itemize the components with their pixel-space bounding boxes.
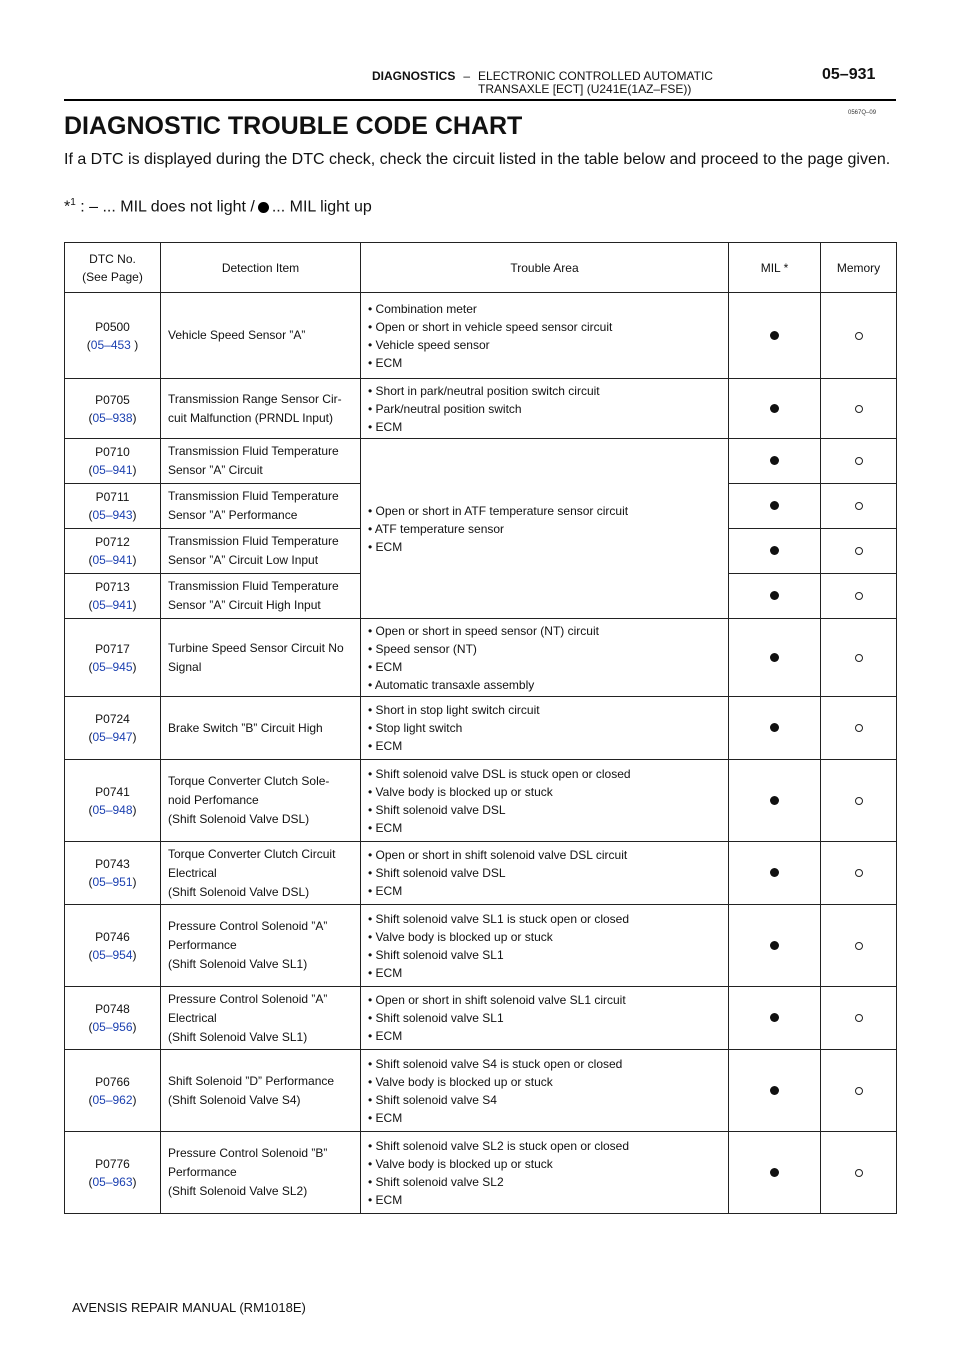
mil-on-dot-icon [770,723,779,732]
page-link[interactable]: 05–941 [92,463,133,477]
trouble-area-line: • ECM [368,884,403,898]
page-link[interactable]: 05–938 [92,410,133,425]
trouble-area-cell [361,905,729,987]
memory-circle-icon [855,1087,863,1095]
trouble-area-line: • ECM [368,1192,403,1207]
table-row [65,439,897,484]
memory-cell [821,987,897,1050]
mil-on-dot-icon [770,796,779,805]
dtc-cell: P0724 (05–947) [65,697,161,760]
detection-item-line: Sensor ”A” Circuit High Input [168,598,321,612]
header-dash: – [463,69,471,83]
page-link[interactable]: 05–941 [92,553,133,567]
detection-item-line: Sensor ”A” Circuit Low Input [168,553,319,567]
mil-on-dot-icon [770,1168,779,1177]
dtc-code: P0717 [95,641,130,656]
dtc-code: P0711 [95,490,130,504]
dtc-code: P0712 [95,535,130,549]
detection-item-cell [161,1050,361,1132]
detection-item-line: Turbine Speed Sensor Circuit No [168,640,344,655]
memory-cell [821,697,897,760]
detection-item-line: Electrical [168,1010,217,1025]
detection-item-line: Transmission Range Sensor Cir- [168,391,342,406]
dtc-code: P0766 [95,1074,130,1089]
trouble-area-line: • Open or short in speed sensor (NT) circuit [368,623,599,638]
memory-circle-icon [855,869,863,877]
detection-item-line: noid Perfomance [168,793,259,807]
mil-on-dot-icon [770,546,779,555]
trouble-area-line: • ATF temperature sensor [368,521,505,536]
page-link[interactable]: 05–453 [90,337,135,352]
page-title: DIAGNOSTIC TROUBLE CODE CHART [64,112,523,140]
memory-cell [821,1132,897,1214]
detection-item-line: Transmission Fluid Temperature [168,534,339,548]
trouble-area-line: • Shift solenoid valve SL1 [368,947,504,962]
memory-circle-icon [855,332,863,340]
page-link[interactable]: 05–956 [92,1020,133,1034]
trouble-area-line: • Stop light switch [368,721,463,735]
page-link[interactable]: 05–947 [92,730,133,744]
mil-cell [729,293,821,379]
header-mil: MIL * [729,243,821,293]
memory-circle-icon [855,405,863,413]
trouble-area-cell [361,842,729,905]
page-link[interactable]: 05–943 [92,508,133,522]
dtc-code: P0705 [95,392,130,407]
mil-on-dot-icon [770,1013,779,1022]
trouble-area-line: • Speed sensor (NT) [368,641,477,656]
dtc-cell: P0712 (05–941) [65,529,161,574]
trouble-area-line: • Open or short in shift solenoid valve DSL circuit [368,848,628,862]
memory-cell [821,619,897,697]
table-row [65,842,897,905]
memory-circle-icon [855,592,863,600]
trouble-area-line: • ECM [368,1110,403,1125]
memory-cell [821,484,897,529]
detection-item-line: cuit Malfunction (PRNDL Input) [168,410,333,425]
trouble-area-line: • ECM [368,1029,403,1043]
memory-circle-icon [855,942,863,950]
trouble-area-line: • Shift solenoid valve S4 is stuck open or closed [368,1056,623,1071]
detection-item-line: Sensor ”A” Performance [168,508,298,522]
memory-circle-icon [855,457,863,465]
dtc-code: P0713 [95,580,130,594]
memory-circle-icon [855,654,863,662]
detection-item-cell [161,619,361,697]
detection-item-line: Performance [168,938,237,952]
detection-item-cell [161,1132,361,1214]
dtc-cell: P0717 (05–945) [65,619,161,697]
detection-item-cell [161,905,361,987]
table-row [65,1132,897,1214]
table-row [65,905,897,987]
detection-item-line: Transmission Fluid Temperature [168,444,339,458]
mil-cell [729,987,821,1050]
mil-cell [729,379,821,439]
detection-item-line: Shift Solenoid ”D” Performance [168,1073,335,1088]
detection-item-line: (Shift Solenoid Valve S4) [168,1092,301,1107]
page-link[interactable]: 05–948 [92,802,133,817]
detection-item-line: Vehicle Speed Sensor ”A” [168,328,306,342]
detection-item-line: (Shift Solenoid Valve SL2) [168,1184,308,1198]
trouble-area-line: • Open or short in ATF temperature sensor circuit [368,503,629,518]
trouble-area-cell [361,760,729,842]
detection-item-line: (Shift Solenoid Valve SL1) [168,1029,308,1044]
detection-item-line: Performance [168,1165,237,1179]
mil-cell [729,760,821,842]
trouble-area-line: • Valve body is blocked up or stuck [368,784,553,799]
memory-cell [821,842,897,905]
dtc-code: P0741 [95,784,130,799]
trouble-area-line: • Short in park/neutral position switch circuit [368,383,600,398]
detection-item-cell [161,697,361,760]
mil-cell [729,619,821,697]
trouble-area-cell [361,987,729,1050]
header-section: DIAGNOSTICS [372,69,456,83]
table-row [65,760,897,842]
trouble-area-cell [361,619,729,697]
detection-item-line: (Shift Solenoid Valve DSL) [168,884,310,899]
detection-item-cell [161,574,361,619]
trouble-area-line: • ECM [368,419,403,434]
trouble-area-cell [361,1050,729,1132]
detection-item-cell [161,439,361,484]
table-header-row [65,243,897,293]
dtc-code: P0743 [95,857,130,871]
trouble-area-line: • Shift solenoid valve DSL is stuck open or closed [368,766,631,781]
trouble-area-line: • ECM [368,355,403,370]
trouble-area-line: • ECM [368,659,403,674]
mil-on-dot-icon [770,868,779,877]
table-row [65,379,897,439]
detection-item-cell [161,760,361,842]
table-row [65,697,897,760]
trouble-area-line: • Shift solenoid valve DSL [368,866,506,880]
trouble-area-line: • Short in stop light switch circuit [368,703,540,717]
trouble-area-line: • ECM [368,739,403,753]
doc-code: 0567Q–09 [848,110,877,116]
page-link[interactable]: 05–962 [92,1092,133,1107]
detection-item-line: Pressure Control Solenoid ”A” [168,919,328,933]
trouble-area-line: • ECM [368,965,403,980]
dtc-cell: P0741 (05–948) [65,760,161,842]
mil-on-dot-icon [770,456,779,465]
header-subsection: ELECTRONIC CONTROLLED AUTOMATIC TRANSAXLE [ECT] (U241E(1AZ–FSE)) [478,69,713,96]
mil-on-dot-icon [770,331,779,340]
mil-cell [729,484,821,529]
trouble-area-line: • Shift solenoid valve SL1 [368,1011,504,1025]
table-row [65,619,897,697]
memory-cell [821,1050,897,1132]
memory-cell [821,293,897,379]
mil-on-dot-icon [770,404,779,413]
detection-item-line: Torque Converter Clutch Sole- [168,774,330,788]
memory-cell [821,905,897,987]
dtc-cell: P0766 (05–962) [65,1050,161,1132]
page-footer: AVENSIS REPAIR MANUAL (RM1018E) [72,1300,306,1315]
trouble-area-line: • Shift solenoid valve SL1 is stuck open or closed [368,911,630,926]
trouble-area-line: • ECM [368,820,403,835]
trouble-area-line: • Combination meter [368,301,477,316]
dtc-cell: P0748 (05–956) [65,987,161,1050]
mil-on-dot-icon [770,941,779,950]
table-row [65,293,897,379]
header-dtc: DTC No. (See Page) [65,243,161,293]
header-memory: Memory [821,243,897,293]
mil-on-dot-icon [258,202,269,213]
dtc-cell: P0711 (05–943) [65,484,161,529]
detection-item-cell [161,379,361,439]
mil-cell [729,697,821,760]
detection-item-cell [161,293,361,379]
detection-item-cell [161,842,361,905]
trouble-area-line: • Vehicle speed sensor [368,337,490,352]
mil-on-dot-icon [770,1086,779,1095]
trouble-area-line: • Shift solenoid valve DSL [368,802,506,817]
trouble-area-line: • Open or short in vehicle speed sensor circuit [368,319,613,334]
memory-circle-icon [855,1014,863,1022]
mil-cell [729,1050,821,1132]
trouble-area-line: • Valve body is blocked up or stuck [368,929,553,944]
dtc-table [64,242,897,1214]
detection-item-line: Brake Switch ”B” Circuit High [168,720,323,735]
memory-circle-icon [855,724,863,732]
page-link[interactable]: 05–945 [92,659,133,674]
dtc-cell: P0776 (05–963) [65,1132,161,1214]
trouble-area-line: • Automatic transaxle assembly [368,677,535,692]
memory-cell [821,529,897,574]
dtc-code: P0500 [95,319,130,334]
trouble-area-line: • ECM [368,539,403,554]
memory-cell [821,379,897,439]
intro-text: If a DTC is displayed during the DTC check, check the circuit listed in the table below and proceed to the page given. [64,151,891,168]
detection-item-line: Torque Converter Clutch Circuit [168,846,336,861]
dtc-code: P0746 [95,929,130,944]
detection-item-line: Pressure Control Solenoid ”A” [168,991,328,1006]
trouble-area-line: • Shift solenoid valve SL2 is stuck open or closed [368,1138,630,1153]
detection-item-line: Signal [168,659,202,674]
trouble-area-cell [361,697,729,760]
dtc-code: P0748 [95,1002,130,1016]
memory-cell [821,574,897,619]
header-trouble-area: Trouble Area [361,243,729,293]
detection-item-line: Transmission Fluid Temperature [168,579,339,593]
memory-circle-icon [855,547,863,555]
dtc-cell: P0705 (05–938) [65,379,161,439]
page-link[interactable]: 05–941 [92,598,133,612]
mil-cell [729,842,821,905]
dtc-cell: P0713 (05–941) [65,574,161,619]
trouble-area-cell [361,293,729,379]
dtc-code: P0710 [95,445,130,459]
page-link[interactable]: 05–951 [92,875,133,889]
dtc-cell: P0743 (05–951) [65,842,161,905]
detection-item-line: Transmission Fluid Temperature [168,489,339,503]
mil-on-dot-icon [770,591,779,600]
mil-cell [729,905,821,987]
mil-cell [729,574,821,619]
running-header [372,70,713,96]
detection-item-line: Electrical [168,865,217,880]
dtc-cell: P0746 (05–954) [65,905,161,987]
header-rule [64,99,896,101]
dtc-cell: P0710 (05–941) [65,439,161,484]
dtc-code: P0724 [95,712,130,726]
mil-cell [729,1132,821,1214]
memory-cell [821,760,897,842]
table-row [65,987,897,1050]
trouble-area-cell [361,379,729,439]
memory-circle-icon [855,502,863,510]
table-row [65,1050,897,1132]
trouble-area-line: • Shift solenoid valve S4 [368,1092,497,1107]
detection-item-line: Pressure Control Solenoid ”B” [168,1146,328,1160]
trouble-area-line: • Open or short in shift solenoid valve SL1 circuit [368,993,626,1007]
detection-item-cell [161,987,361,1050]
mil-cell [729,529,821,574]
dtc-code: P0776 [95,1156,130,1171]
trouble-area-cell [361,1132,729,1214]
mil-on-dot-icon [770,501,779,510]
mil-on-dot-icon [770,653,779,662]
memory-cell [821,439,897,484]
mil-note: *$^1$ : – ... MIL does not light / ... MIL light up [64,197,372,216]
memory-circle-icon [855,1169,863,1177]
mil-cell [729,439,821,484]
page-number: 05–931 [822,66,876,83]
page-link[interactable]: 05–954 [92,947,133,962]
trouble-area-line: • Valve body is blocked up or stuck [368,1156,553,1171]
detection-item-cell [161,529,361,574]
trouble-area-line: • Park/neutral position switch [368,401,522,416]
trouble-area-line: • Valve body is blocked up or stuck [368,1074,553,1089]
trouble-area-line: • Shift solenoid valve SL2 [368,1174,504,1189]
page-link[interactable]: 05–963 [92,1174,133,1189]
detection-item-line: (Shift Solenoid Valve DSL) [168,812,310,826]
trouble-area-cell [361,439,729,619]
dtc-cell: P0500 (05–453 ) [65,293,161,379]
header-detection-item: Detection Item [161,243,361,293]
detection-item-cell [161,484,361,529]
memory-circle-icon [855,797,863,805]
detection-item-line: Sensor ”A” Circuit [168,463,263,477]
detection-item-line: (Shift Solenoid Valve SL1) [168,957,308,971]
